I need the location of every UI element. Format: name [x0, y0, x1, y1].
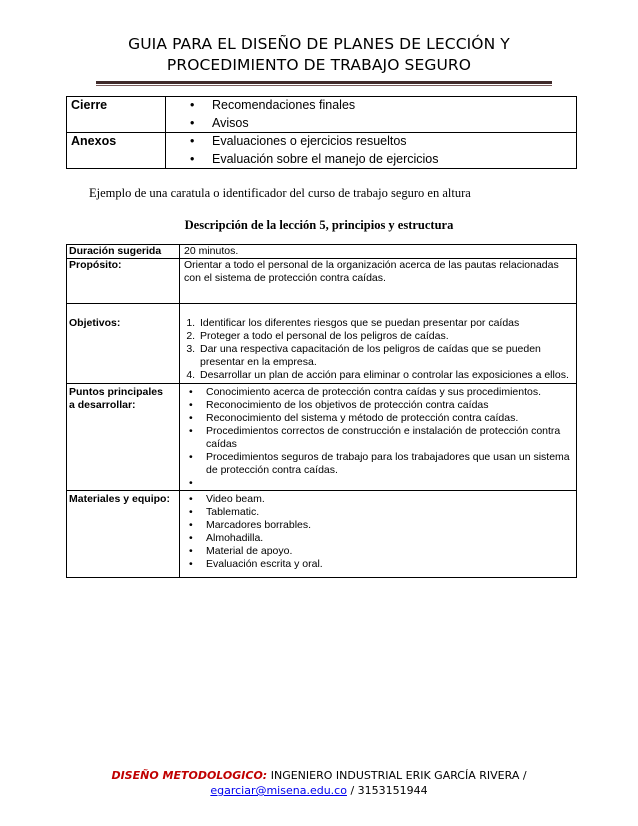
footer-phone: 3153151944 — [357, 784, 428, 797]
objetivos-label: Objetivos: — [67, 304, 180, 384]
puntos-content — [180, 384, 577, 491]
example-caption: Ejemplo de una caratula o identificador del curso de trabajo seguro en altura — [89, 186, 471, 200]
materiales-label: Materiales y equipo: — [67, 491, 180, 578]
table-row — [67, 133, 577, 169]
table-row — [67, 245, 577, 259]
footer-label: DISEÑO METODOLOGICO: — [111, 769, 268, 782]
table-row — [67, 259, 577, 304]
list-item: • Recomendaciones finales — [212, 97, 572, 115]
row-label: Anexos — [67, 133, 166, 169]
list-item: • Tablematic. — [206, 506, 572, 519]
list-item: • Evaluación escrita y oral. — [206, 558, 572, 571]
duracion-value: 20 minutos. — [180, 245, 577, 259]
bullet-list — [170, 133, 572, 168]
page-title-line-2: PROCEDIMIENTO DE TRABAJO SEGURO — [166, 56, 472, 74]
list-item: • Almohadilla. — [206, 532, 572, 545]
footer-separator: / — [350, 784, 355, 797]
list-item: • Material de apoyo. — [206, 545, 572, 558]
list-item: 3. Dar una respectiva capacitación de los peligros de caídas que se pueden presentar en la empresa. — [198, 343, 572, 369]
row-content — [166, 97, 577, 133]
list-item: • Procedimientos seguros de trabajo para los trabajadores que usan un sistema de protección contra caídas. — [206, 451, 572, 477]
lesson-description-table — [66, 244, 577, 578]
bullet-list — [170, 97, 572, 132]
closing-annex-table — [66, 96, 577, 169]
table-row — [67, 304, 577, 384]
proposito-label: Propósito: — [67, 259, 180, 304]
table-row — [67, 491, 577, 578]
footer-line-2 — [0, 784, 638, 797]
page-title — [0, 34, 638, 76]
list-item: 4. Desarrollar un plan de acción para eliminar o controlar las exposiciones a ellos. — [198, 369, 572, 382]
proposito-value: Orientar a todo el personal de la organización acerca de las pautas relacionadas con el sistema de protección contra caídas. — [180, 259, 577, 304]
puntos-label-line-2: a desarrollar: — [69, 399, 136, 411]
footer-line-1 — [0, 769, 638, 782]
materiales-content — [180, 491, 577, 578]
row-label: Cierre — [67, 97, 166, 133]
puntos-list — [184, 386, 572, 490]
objetivos-content — [180, 304, 577, 384]
list-item: • Evaluación sobre el manejo de ejercicios — [212, 151, 572, 169]
list-item: • Reconocimiento del sistema y método de protección contra caídas. — [206, 412, 572, 425]
list-item: • Reconocimiento de los objetivos de protección contra caídas — [206, 399, 572, 412]
list-item: • Video beam. — [206, 493, 572, 506]
duracion-label: Duración sugerida — [67, 245, 180, 259]
page-title-line-1: GUIA PARA EL DISEÑO DE PLANES DE LECCIÓN Y — [128, 35, 510, 53]
table-row — [67, 384, 577, 491]
footer-email-link[interactable]: egarciar@misena.edu.co — [210, 784, 347, 797]
puntos-label — [67, 384, 180, 491]
title-rule-thick — [96, 81, 552, 84]
list-item: • Avisos — [212, 115, 572, 133]
title-rule-thin — [96, 85, 552, 86]
list-item: 1. Identificar los diferentes riesgos que se puedan presentar por caídas — [198, 317, 572, 330]
table-row — [67, 97, 577, 133]
objetivos-list — [184, 317, 572, 382]
materiales-list — [184, 493, 572, 571]
list-item-empty — [206, 477, 572, 490]
puntos-label-line-1: Puntos principales — [69, 386, 163, 398]
row-content — [166, 133, 577, 169]
list-item: 2. Proteger a todo el personal de los peligros de caídas. — [198, 330, 572, 343]
list-item: • Procedimientos correctos de construcción e instalación de protección contra caídas — [206, 425, 572, 451]
list-item: • Evaluaciones o ejercicios resueltos — [212, 133, 572, 151]
lesson-title: Descripción de la lección 5, principios y estructura — [184, 218, 454, 232]
list-item: • Conocimiento acerca de protección contra caídas y sus procedimientos. — [206, 386, 572, 399]
footer-author: INGENIERO INDUSTRIAL ERIK GARCÍA RIVERA / — [270, 769, 527, 782]
list-item: • Marcadores borrables. — [206, 519, 572, 532]
